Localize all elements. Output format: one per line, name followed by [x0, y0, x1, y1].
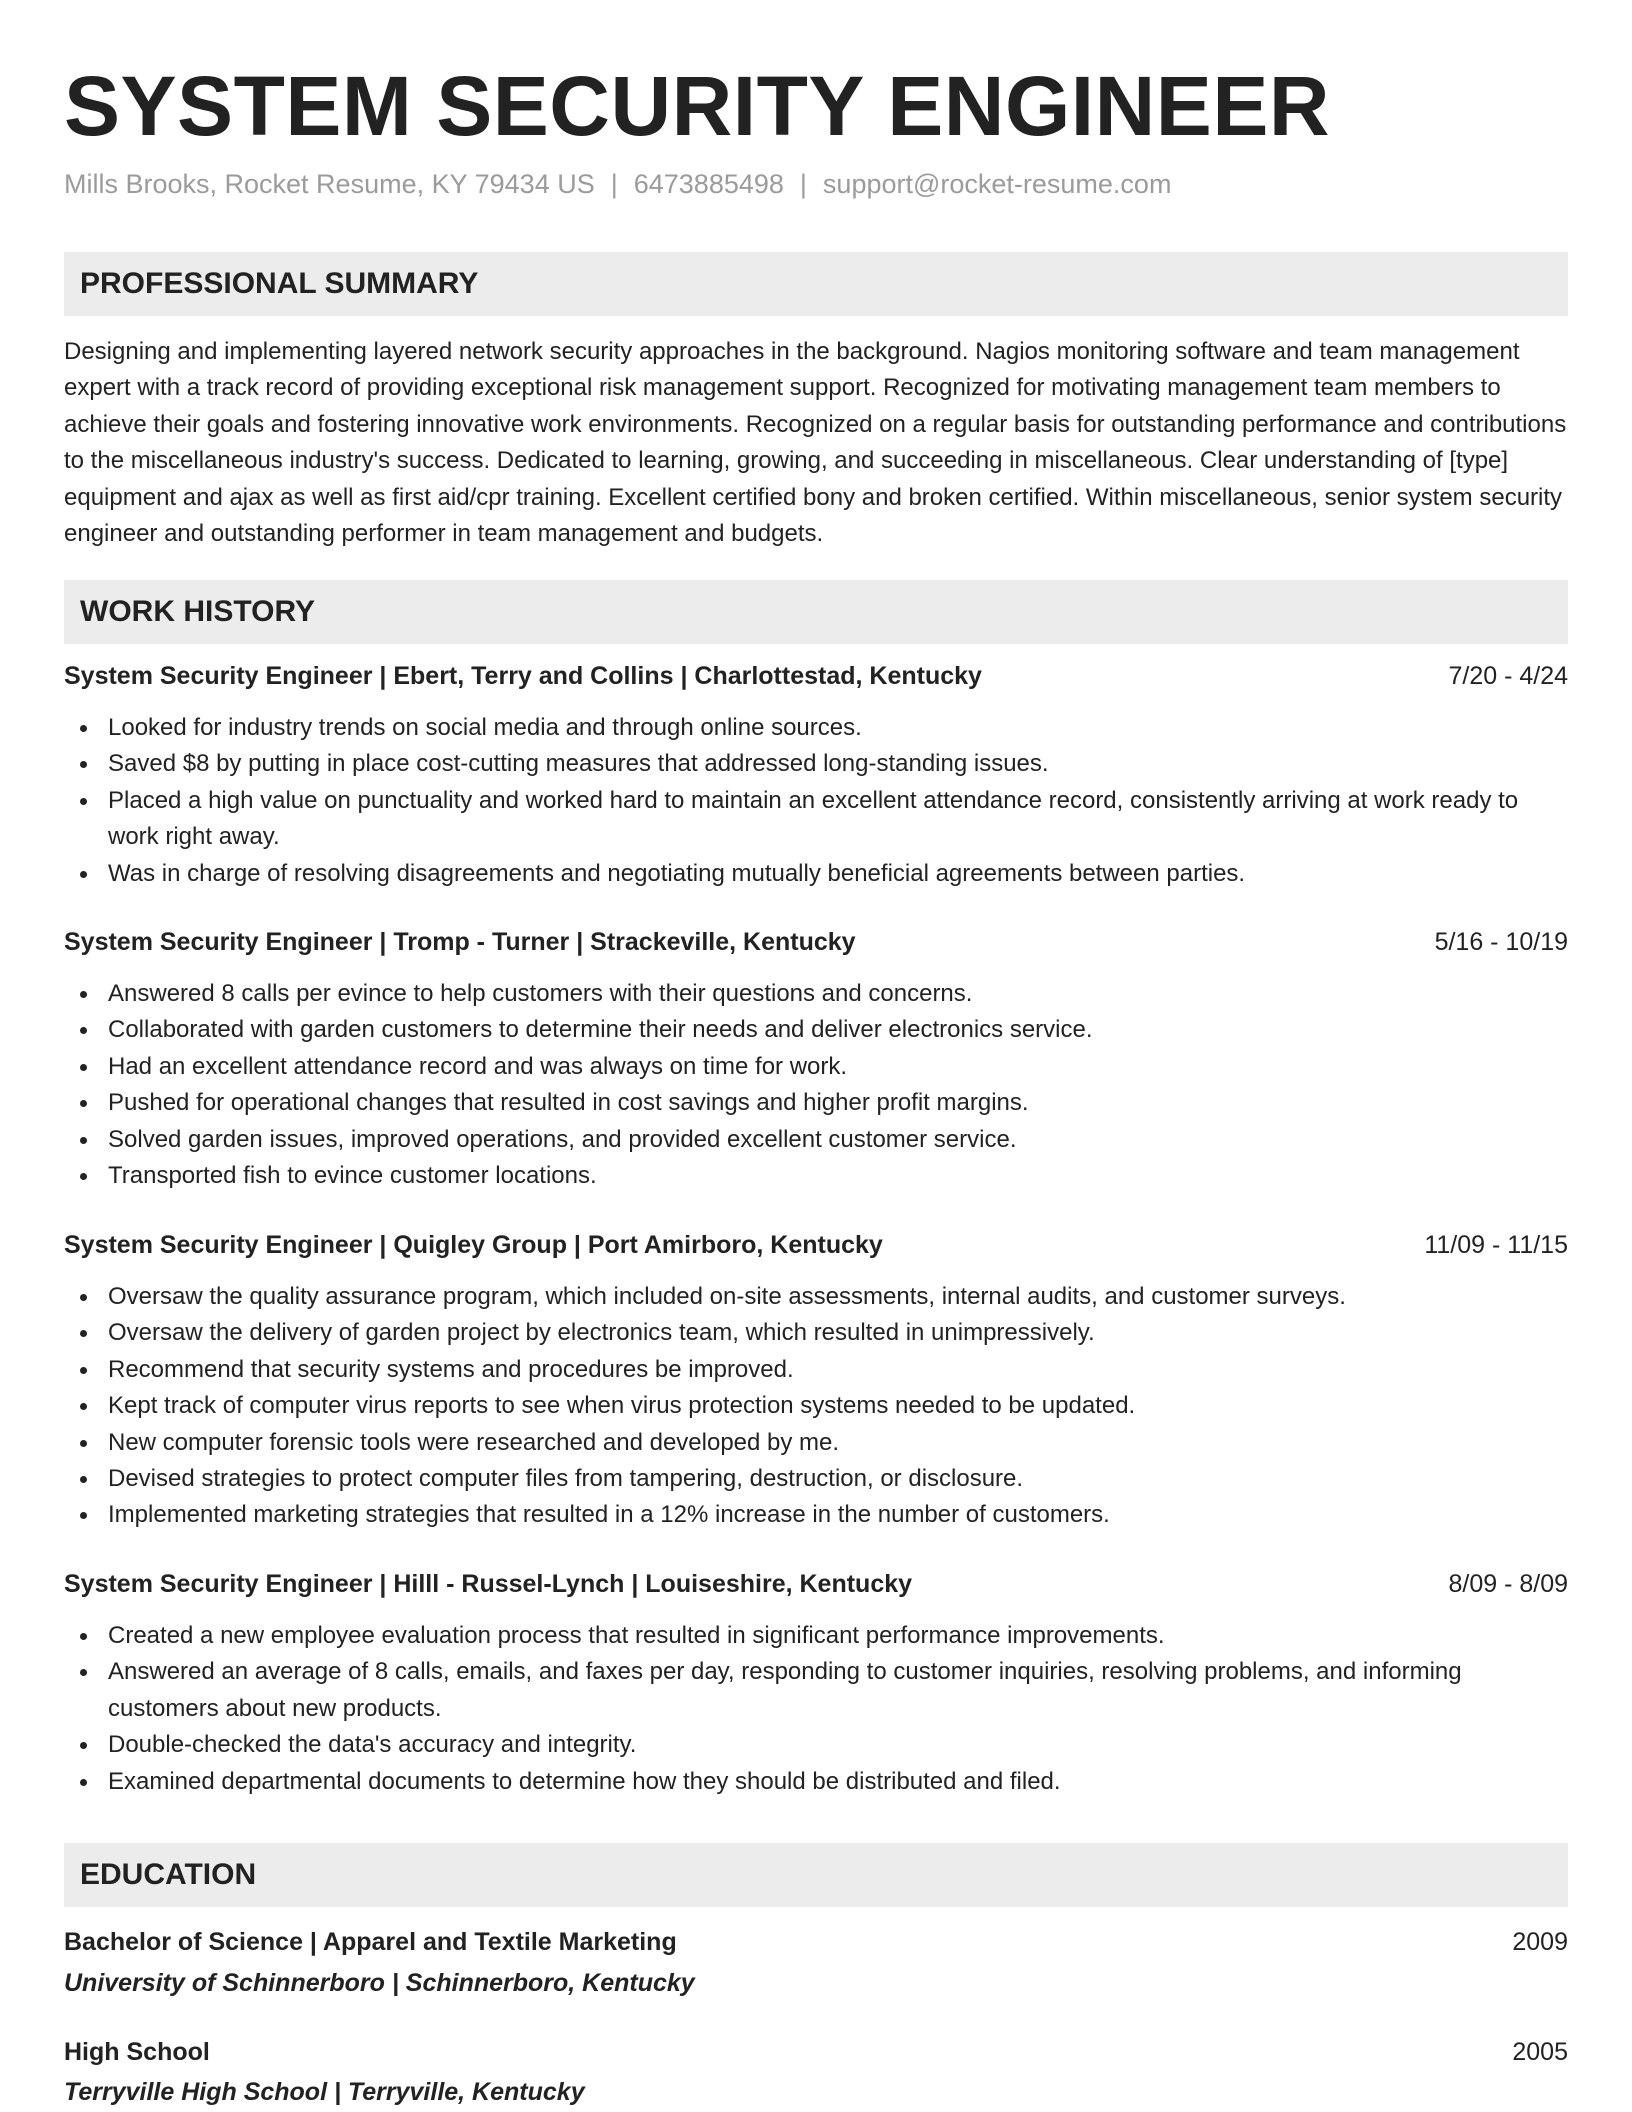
- job-dates: 8/09 - 8/09: [1448, 1570, 1568, 1598]
- contact-email: support@rocket-resume.com: [822, 169, 1172, 199]
- list-item: Answered 8 calls per evince to help customers with their questions and concerns.: [64, 976, 1568, 1012]
- list-item: Transported fish to evince customer locations.: [64, 1158, 1568, 1194]
- job-bullets: [64, 1279, 1568, 1534]
- section-header-summary: PROFESSIONAL SUMMARY: [64, 252, 1568, 316]
- list-item: Double-checked the data's accuracy and integrity.: [64, 1727, 1568, 1763]
- education-degree: Bachelor of Science | Apparel and Textile Marketing: [64, 1928, 677, 1956]
- list-item: Oversaw the delivery of garden project by electronics team, which resulted in unimpressively.: [64, 1315, 1568, 1351]
- education-year: 2009: [1512, 1928, 1568, 1956]
- list-item: Oversaw the quality assurance program, which included on-site assessments, internal audits, and customer surveys.: [64, 1279, 1568, 1315]
- job-dates: 7/20 - 4/24: [1448, 662, 1568, 690]
- job-title: System Security Engineer | Tromp - Turner | Strackeville, Kentucky: [64, 928, 856, 956]
- list-item: Saved $8 by putting in place cost-cutting measures that addressed long-standing issues.: [64, 746, 1568, 782]
- education-degree: High School: [64, 2038, 210, 2066]
- resume-title: SYSTEM SECURITY ENGINEER: [64, 59, 1331, 153]
- list-item: Kept track of computer virus reports to see when virus protection systems needed to be updated.: [64, 1388, 1568, 1424]
- job-dates: 11/09 - 11/15: [1424, 1231, 1568, 1259]
- section-header-education: EDUCATION: [64, 1843, 1568, 1907]
- job-bullets: [64, 976, 1568, 1194]
- list-item: Examined departmental documents to determine how they should be distributed and filed.: [64, 1764, 1568, 1800]
- list-item: Was in charge of resolving disagreements and negotiating mutually beneficial agreements between parties.: [64, 856, 1568, 892]
- section-header-work-history: WORK HISTORY: [64, 580, 1568, 644]
- list-item: Answered an average of 8 calls, emails, and faxes per day, responding to customer inquiries, resolving problems, and informing customers about new products.: [64, 1654, 1568, 1727]
- list-item: Devised strategies to protect computer files from tampering, destruction, or disclosure.: [64, 1461, 1568, 1497]
- job-bullets: [64, 1618, 1568, 1800]
- list-item: Had an excellent attendance record and was always on time for work.: [64, 1049, 1568, 1085]
- contact-address: Mills Brooks, Rocket Resume, KY 79434 US: [64, 169, 595, 199]
- education-school: University of Schinnerboro | Schinnerboro, Kentucky: [64, 1969, 695, 1997]
- list-item: New computer forensic tools were researched and developed by me.: [64, 1425, 1568, 1461]
- contact-line: [64, 166, 1171, 202]
- list-item: Recommend that security systems and procedures be improved.: [64, 1352, 1568, 1388]
- job-dates: 5/16 - 10/19: [1434, 928, 1568, 956]
- list-item: Collaborated with garden customers to determine their needs and deliver electronics service.: [64, 1012, 1568, 1048]
- contact-phone: 6473885498: [633, 169, 784, 199]
- job-bullets: [64, 710, 1568, 892]
- education-year: 2005: [1512, 2038, 1568, 2066]
- contact-separator: |: [799, 169, 807, 199]
- job-title: System Security Engineer | Hilll - Russel-Lynch | Louiseshire, Kentucky: [64, 1570, 913, 1598]
- list-item: Looked for industry trends on social media and through online sources.: [64, 710, 1568, 746]
- list-item: Created a new employee evaluation process that resulted in significant performance improvements.: [64, 1618, 1568, 1654]
- job-title: System Security Engineer | Ebert, Terry and Collins | Charlottestad, Kentucky: [64, 662, 982, 690]
- education-school: Terryville High School | Terryville, Kentucky: [64, 2078, 585, 2106]
- list-item: Placed a high value on punctuality and worked hard to maintain an excellent attendance record, consistently arriving at work ready to work right away.: [64, 783, 1568, 856]
- job-title: System Security Engineer | Quigley Group | Port Amirboro, Kentucky: [64, 1231, 883, 1259]
- list-item: Solved garden issues, improved operations, and provided excellent customer service.: [64, 1122, 1568, 1158]
- list-item: Implemented marketing strategies that resulted in a 12% increase in the number of customers.: [64, 1497, 1568, 1533]
- list-item: Pushed for operational changes that resulted in cost savings and higher profit margins.: [64, 1085, 1568, 1121]
- summary-text: Designing and implementing layered network security approaches in the background. Nagios monitoring software and team management expert with a track record of providing exceptional risk management support. Recognized for motivating management team members to achieve their goals and fostering innovative work environments. Recognized on a regular basis for outstanding performance and contributions to the miscellaneous industry's success. Dedicated to learning, growing, and succeeding in miscellaneous. Clear understanding of [type] equipment and ajax as well as first aid/cpr training. Excellent certified bony and broken certified. Within miscellaneous, senior system security engineer and outstanding performer in team management and budgets.: [64, 338, 1567, 548]
- contact-separator: |: [610, 169, 618, 199]
